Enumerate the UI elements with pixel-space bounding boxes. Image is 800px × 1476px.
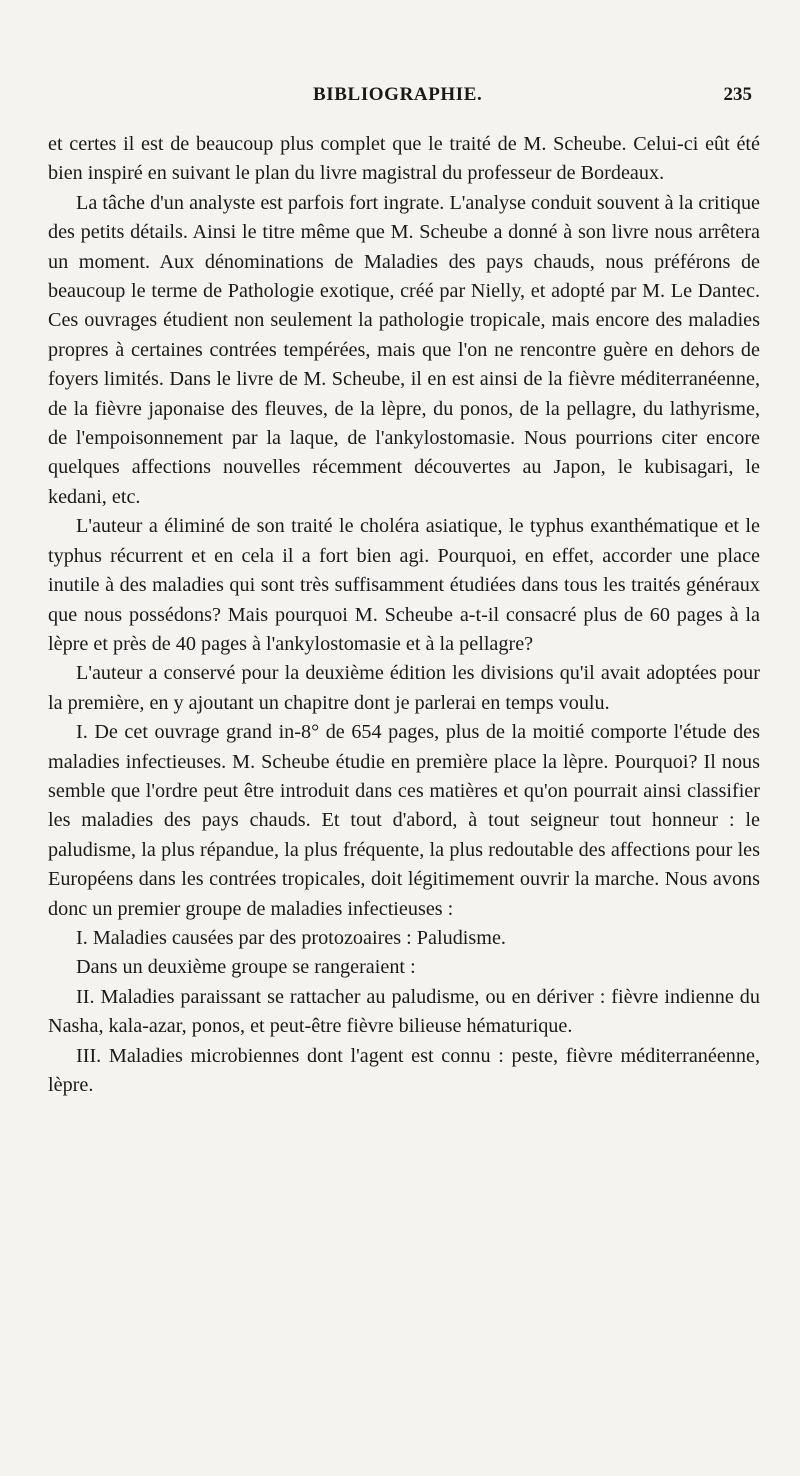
paragraph-second-group-intro: Dans un deuxième groupe se rangeraient : xyxy=(76,956,416,979)
page-header xyxy=(48,84,760,124)
running-title: BIBLIOGRAPHIE. xyxy=(313,84,483,105)
paragraph-second-edition: L'auteur a conservé pour la deuxième édition les divisions qu'il avait adoptées pour la première, en y ajoutant un chapitre dont je parlerai en temps voulu. xyxy=(48,662,760,714)
paragraph-continuation: et certes il est de beaucoup plus complet que le traité de M. Scheube. Celui-ci eût été bien inspiré en suivant le plan du livre magistral du professeur de Bordeaux. xyxy=(48,133,760,185)
list-item-group-two: II. Maladies paraissant se rattacher au paludisme, ou en dériver : fièvre indienne du Nasha, kala-azar, ponos, et peut-être fièvre bilieuse hématurique. xyxy=(48,985,760,1038)
page-number: 235 xyxy=(723,84,752,105)
paragraph-analyst-task: La tâche d'un analyste est parfois fort ingrate. L'analyse conduit souvent à la critique des petits détails. Ainsi le titre même que M. Scheube a donné à son livre nous arrêtera un moment. Aux dénominations de Maladies des pays chauds, nous préférons de beaucoup le terme de Pathologie exotique, créé par Nielly, et adopté par M. Le Dantec. Ces ouvrages étudient non seulement la pathologie tropicale, mais encore des maladies propres à certaines contrées tempérées, mais que l'on ne rencontre guère en dehors de foyers limités. Dans le livre de M. Scheube, il en est ainsi de la fièvre méditerranéenne, de la fièvre japonaise des fleuves, de la lèpre, du ponos, de la pellagre, du lathyrisme, de l'empoisonnement par la laque, de l'ankylostomasie. Nous pourrions citer encore quelques affections nouvelles récemment découvertes au Japon, le kubisagari, le kedani, etc. xyxy=(48,191,760,508)
paragraph-section-one: I. De cet ouvrage grand in-8° de 654 pages, plus de la moitié comporte l'étude des maladies infectieuses. M. Scheube étudie en première place la lèpre. Pourquoi? Il nous semble que l'ordre peut être introduit dans ces matières et qu'on pourrait ainsi classifier les maladies des pays chauds. Et tout d'abord, à tout seigneur tout honneur : le paludisme, la plus répandue, la plus fréquente, la plus redoutable des affections pour les Européens dans les contrées tropicales, doit légitimement ouvrir la marche. Nous avons donc un premier groupe de maladies infectieuses : xyxy=(48,721,760,920)
body-text xyxy=(48,130,760,1100)
list-item-group-one: I. Maladies causées par des protozoaires : Paludisme. xyxy=(76,926,506,949)
paragraph-eliminated-diseases: L'auteur a éliminé de son traité le choléra asiatique, le typhus exanthématique et le typhus récurrent et en cela il a fort bien agi. Pourquoi, en effet, accorder une place inutile à des maladies qui sont très suffisamment étudiées dans tous les traités généraux que nous possédons? Mais pourquoi M. Scheube a-t-il consacré plus de 60 pages à la lèpre et près de 40 pages à l'ankylostomasie et à la pellagre? xyxy=(48,515,760,655)
list-item-group-three: III. Maladies microbiennes dont l'agent est connu : peste, fièvre méditerranéenne, lèpre. xyxy=(48,1044,760,1096)
